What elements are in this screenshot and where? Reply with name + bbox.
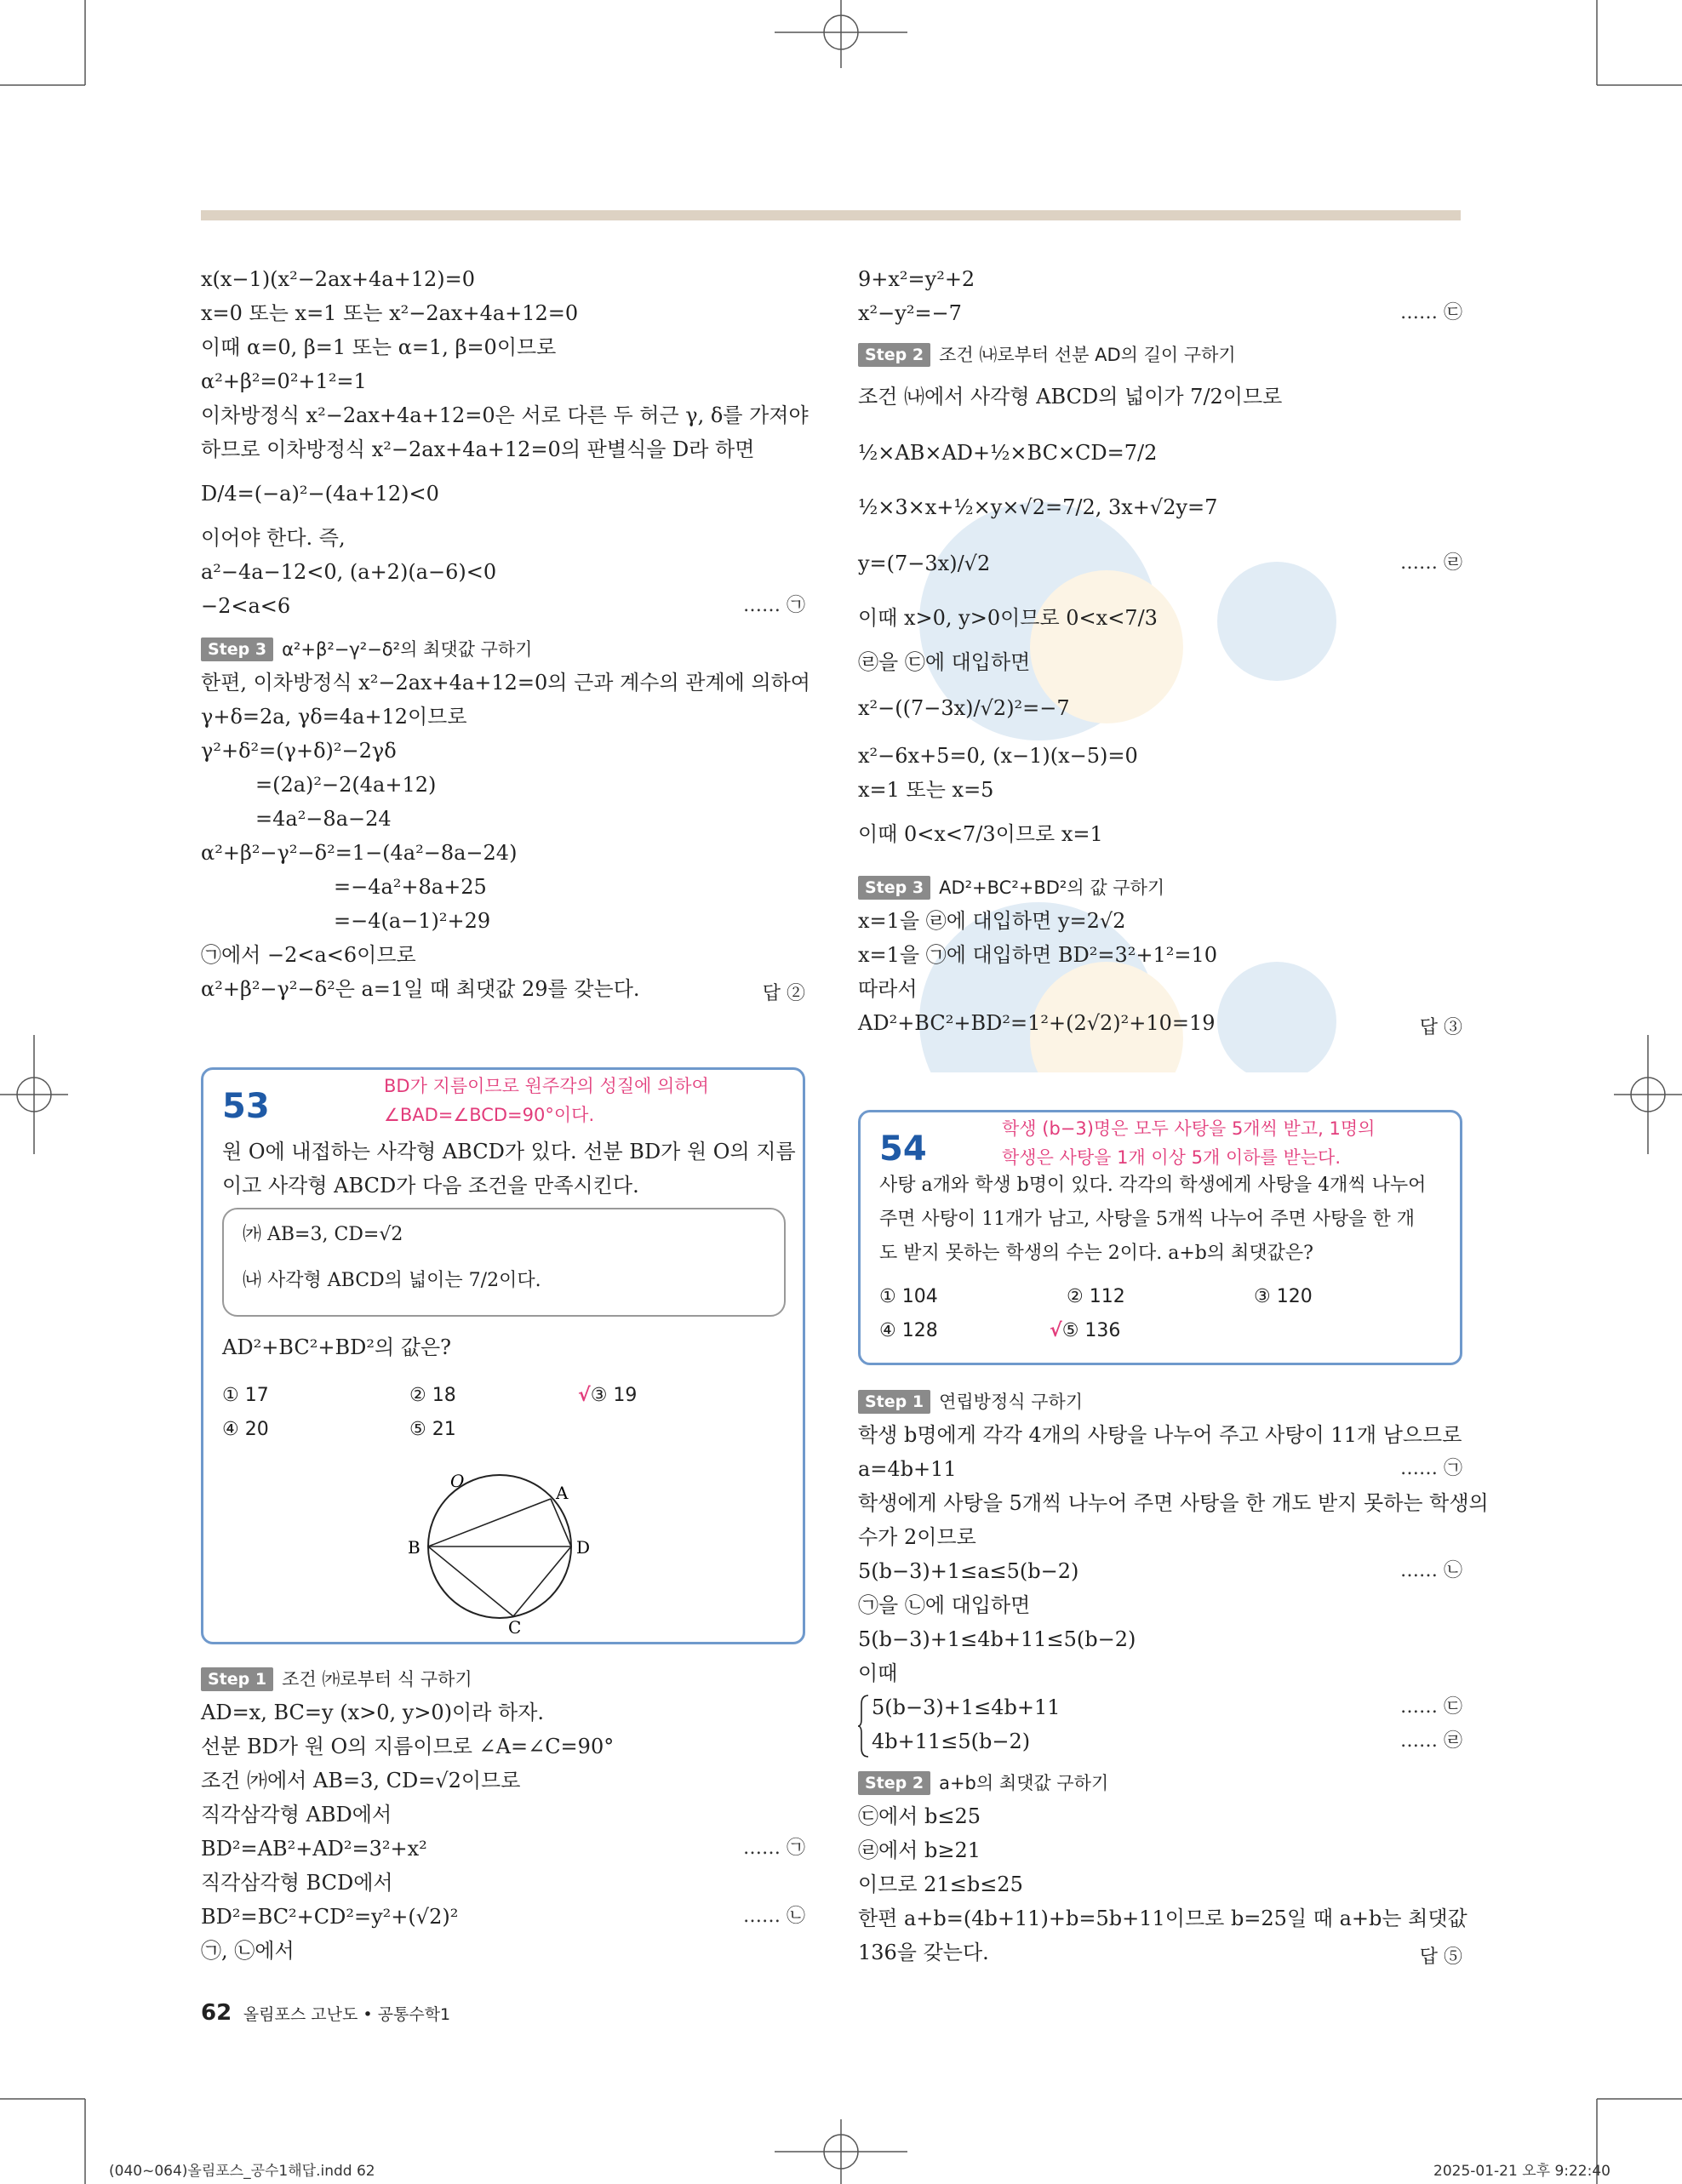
eq-label: …… ㉣	[1400, 552, 1462, 574]
choice-5[interactable]: ⑤ 21	[409, 1419, 456, 1440]
conditions-box	[222, 1208, 786, 1317]
eq-line: 한편 a+b=(4b+11)+b=5b+11이므로 b=25일 때 a+b는 최댓값	[858, 1907, 1467, 1930]
eq-line: 하므로 이차방정식 x²−2ax+4a+12=0의 판별식을 D라 하면	[201, 437, 755, 461]
eq-label: …… ㉡	[743, 1906, 805, 1927]
eq-line: α²+β²−γ²−δ²은 a=1일 때 최댓값 29를 갖는다.	[201, 977, 640, 1001]
eq-line: x²−((7−3x)/√2)²=−7	[858, 696, 1070, 720]
right-column	[858, 0, 1489, 1968]
label-b: B	[408, 1537, 420, 1558]
question-text: 원 O에 내접하는 사각형 ABCD가 있다. 선분 BD가 원 O의 지름	[222, 1140, 796, 1163]
eq-line: 이때 x>0, y>0이므로 0<x<7/3	[858, 606, 1158, 630]
eq-line: 선분 BD가 원 O의 지름이므로 ∠A=∠C=90°	[201, 1735, 615, 1758]
eq-line: ㉣에서 b≥21	[858, 1838, 981, 1862]
choice-4[interactable]: ④ 128	[879, 1320, 938, 1341]
eq-line: ㉣을 ㉢에 대입하면	[858, 650, 1031, 674]
choice-3[interactable]: ③ 120	[1254, 1286, 1313, 1307]
eq-line: 5(b−3)+1≤4b+11	[872, 1695, 1061, 1719]
check-mark: √	[1050, 1320, 1062, 1341]
choice-1[interactable]: ① 104	[879, 1286, 938, 1307]
margin-note: ∠BAD=∠BCD=90°이다.	[384, 1105, 595, 1125]
condition-b: ㈏ 사각형 ABCD의 넓이는 7/2이다.	[243, 1270, 541, 1291]
step-title: 조건 ㈏로부터 선분 AD의 길이 구하기	[939, 345, 1236, 365]
step-title: 조건 ㈎로부터 식 구하기	[282, 1669, 472, 1689]
choice-4[interactable]: ④ 20	[222, 1419, 269, 1440]
eq-line: γ+δ=2a, γδ=4a+12이므로	[201, 705, 467, 729]
eq-label: …… ㉠	[1400, 1458, 1462, 1479]
eq-line: ㉠을 ㉡에 대입하면	[858, 1593, 1031, 1617]
choice-1[interactable]: ① 17	[222, 1385, 269, 1406]
eq-line: AD²+BC²+BD²=1²+(2√2)²+10=19	[858, 1011, 1216, 1035]
eq-label: …… ㉢	[1400, 302, 1462, 323]
choice-3[interactable]	[578, 1385, 637, 1406]
eq-line: 4b+11≤5(b−2)	[872, 1729, 1031, 1753]
eq-line: ㉠, ㉡에서	[201, 1939, 295, 1963]
problem-53-box	[201, 1067, 805, 1644]
eq-line: 136을 갖는다.	[858, 1941, 989, 1964]
step-title: 연립방정식 구하기	[939, 1392, 1084, 1412]
eq-line: ½×3×x+½×y×√2=7/2, 3x+√2y=7	[858, 495, 1218, 519]
step2-heading	[858, 1765, 1108, 1800]
eq-line: 이때 α=0, β=1 또는 α=1, β=0이므로	[201, 335, 557, 359]
eq-label: …… ㉣	[1400, 1730, 1462, 1752]
problem-54-box	[858, 1110, 1462, 1365]
margin-note: 학생은 사탕을 1개 이상 5개 이하를 받는다.	[1002, 1147, 1342, 1168]
eq-line: =4a²−8a−24	[255, 807, 392, 831]
step-title: α²+β²−γ²−δ²의 최댓값 구하기	[282, 639, 533, 660]
eq-line: 조건 ㈏에서 사각형 ABCD의 넓이가 7/2이므로	[858, 385, 1283, 409]
eq-line: −2<a<6	[201, 594, 291, 618]
margin-note: 학생 (b−3)명은 모두 사탕을 5개씩 받고, 1명의	[1002, 1118, 1376, 1139]
eq-line: 5(b−3)+1≤4b+11≤5(b−2)	[858, 1627, 1136, 1651]
choice-5[interactable]	[1050, 1320, 1120, 1341]
step-badge: Step 3	[858, 876, 930, 900]
circle-diagram	[391, 1465, 612, 1635]
problem-number: 54	[879, 1129, 927, 1169]
eq-line: D/4=(−a)²−(4a+12)<0	[201, 482, 439, 506]
label-a: A	[556, 1483, 569, 1503]
eq-line: ㉠에서 −2<a<6이므로	[201, 943, 416, 967]
eq-line: 이므로 21≤b≤25	[858, 1872, 1023, 1896]
eq-line: x²−6x+5=0, (x−1)(x−5)=0	[858, 744, 1138, 768]
system-brace	[858, 1694, 870, 1758]
step-title: a+b의 최댓값 구하기	[939, 1773, 1109, 1793]
eq-line: BD²=BC²+CD²=y²+(√2)²	[201, 1905, 459, 1929]
step-title: AD²+BC²+BD²의 값 구하기	[939, 878, 1165, 898]
eq-line: x=1을 ㉣에 대입하면 y=2√2	[858, 909, 1126, 933]
eq-line: BD²=AB²+AD²=3²+x²	[201, 1837, 427, 1861]
eq-line: 따라서	[858, 977, 918, 1001]
eq-line: =−4a²+8a+25	[334, 875, 487, 899]
eq-line: 9+x²=y²+2	[858, 267, 975, 291]
eq-line: x=1을 ㉠에 대입하면 BD²=3²+1²=10	[858, 943, 1218, 967]
question-text: 도 받지 못하는 학생의 수는 2이다. a+b의 최댓값은?	[879, 1243, 1313, 1264]
eq-line: a²−4a−12<0, (a+2)(a−6)<0	[201, 560, 497, 584]
step1-heading	[858, 1384, 1083, 1419]
answer-label: 답 ③	[1419, 1017, 1462, 1038]
print-date: 2025-01-21 오후 9:22:40	[1433, 2163, 1610, 2180]
eq-line: α²+β²=0²+1²=1	[201, 369, 367, 393]
problem-number: 53	[222, 1087, 270, 1126]
step-badge: Step 1	[201, 1667, 273, 1691]
step-badge: Step 2	[858, 1771, 930, 1795]
eq-label: …… ㉢	[1400, 1696, 1462, 1718]
choice-label: ⑤ 136	[1061, 1320, 1121, 1341]
eq-line: 학생 b명에게 각각 4개의 사탕을 나누어 주고 사탕이 11개 남으므로	[858, 1423, 1462, 1447]
eq-line: 수가 2이므로	[858, 1525, 976, 1549]
eq-line: 5(b−3)+1≤a≤5(b−2)	[858, 1559, 1079, 1583]
question-text: 사탕 a개와 학생 b명이 있다. 각각의 학생에게 사탕을 4개씩 나누어	[879, 1175, 1427, 1196]
eq-line: ½×AB×AD+½×BC×CD=7/2	[858, 441, 1158, 465]
eq-line: γ²+δ²=(γ+δ)²−2γδ	[201, 739, 397, 763]
eq-line: a=4b+11	[858, 1457, 957, 1481]
eq-line: 한편, 이차방정식 x²−2ax+4a+12=0의 근과 계수의 관계에 의하여	[201, 671, 810, 695]
eq-line: x²−y²=−7	[858, 301, 962, 325]
eq-line: ㉢에서 b≤25	[858, 1804, 981, 1828]
eq-label: …… ㉠	[743, 1838, 805, 1859]
eq-label: …… ㉡	[1400, 1560, 1462, 1581]
eq-line: AD=x, BC=y (x>0, y>0)이라 하자.	[201, 1701, 545, 1724]
left-column	[201, 0, 810, 1963]
answer-label: 답 ②	[762, 983, 805, 1004]
eq-line: 직각삼각형 ABD에서	[201, 1803, 392, 1827]
question-text: 주면 사탕이 11개가 남고, 사탕을 5개씩 나누어 주면 사탕을 한 개	[879, 1209, 1415, 1230]
step-badge: Step 1	[858, 1390, 930, 1414]
label-d: D	[576, 1537, 591, 1558]
page-number: 62	[201, 2000, 232, 2026]
page-footer	[201, 2000, 450, 2026]
eq-line: y=(7−3x)/√2	[858, 552, 991, 575]
step3-heading	[201, 632, 532, 666]
eq-label: …… ㉠	[743, 595, 805, 616]
eq-line: x=0 또는 x=1 또는 x²−2ax+4a+12=0	[201, 301, 579, 325]
step2-heading	[858, 337, 1236, 372]
eq-line: 이차방정식 x²−2ax+4a+12=0은 서로 다른 두 허근 γ, δ를 가져야	[201, 403, 809, 427]
eq-line: α²+β²−γ²−δ²=1−(4a²−8a−24)	[201, 841, 518, 865]
eq-line: 학생에게 사탕을 5개씩 나누어 주면 사탕을 한 개도 받지 못하는 학생의	[858, 1491, 1489, 1515]
eq-line: 이때	[858, 1661, 898, 1685]
choice-2[interactable]: ② 112	[1067, 1286, 1125, 1307]
step3-heading	[858, 870, 1164, 905]
step1-heading	[201, 1661, 472, 1696]
eq-line: 이때 0<x<7/3이므로 x=1	[858, 822, 1103, 846]
step-badge: Step 2	[858, 343, 930, 367]
margin-note: BD가 지름이므로 원주각의 성질에 의하여	[384, 1076, 709, 1096]
eq-line: x=1 또는 x=5	[858, 778, 994, 802]
eq-line: =−4(a−1)²+29	[334, 909, 491, 933]
eq-line: 조건 ㈎에서 AB=3, CD=√2이므로	[201, 1769, 521, 1792]
eq-line: 이어야 한다. 즉,	[201, 526, 346, 550]
check-mark: √	[578, 1385, 591, 1406]
choice-label: ③ 19	[590, 1385, 638, 1406]
file-info: (040~064)올림포스_공수1해답.indd 62	[109, 2163, 375, 2180]
question-ask: AD²+BC²+BD²의 값은?	[222, 1335, 452, 1359]
condition-a: ㈎ AB=3, CD=√2	[243, 1224, 403, 1245]
answer-label: 답 ⑤	[1419, 1947, 1462, 1968]
eq-line: x(x−1)(x²−2ax+4a+12)=0	[201, 267, 475, 291]
label-c: C	[508, 1617, 522, 1635]
eq-line: =(2a)²−2(4a+12)	[255, 773, 437, 797]
book-title: 올림포스 고난도 • 공통수학1	[243, 2005, 451, 2024]
choice-2[interactable]: ② 18	[409, 1385, 456, 1406]
eq-line: 직각삼각형 BCD에서	[201, 1871, 393, 1895]
label-o: O	[450, 1471, 465, 1491]
step-badge: Step 3	[201, 637, 273, 661]
question-text: 이고 사각형 ABCD가 다음 조건을 만족시킨다.	[222, 1174, 639, 1198]
